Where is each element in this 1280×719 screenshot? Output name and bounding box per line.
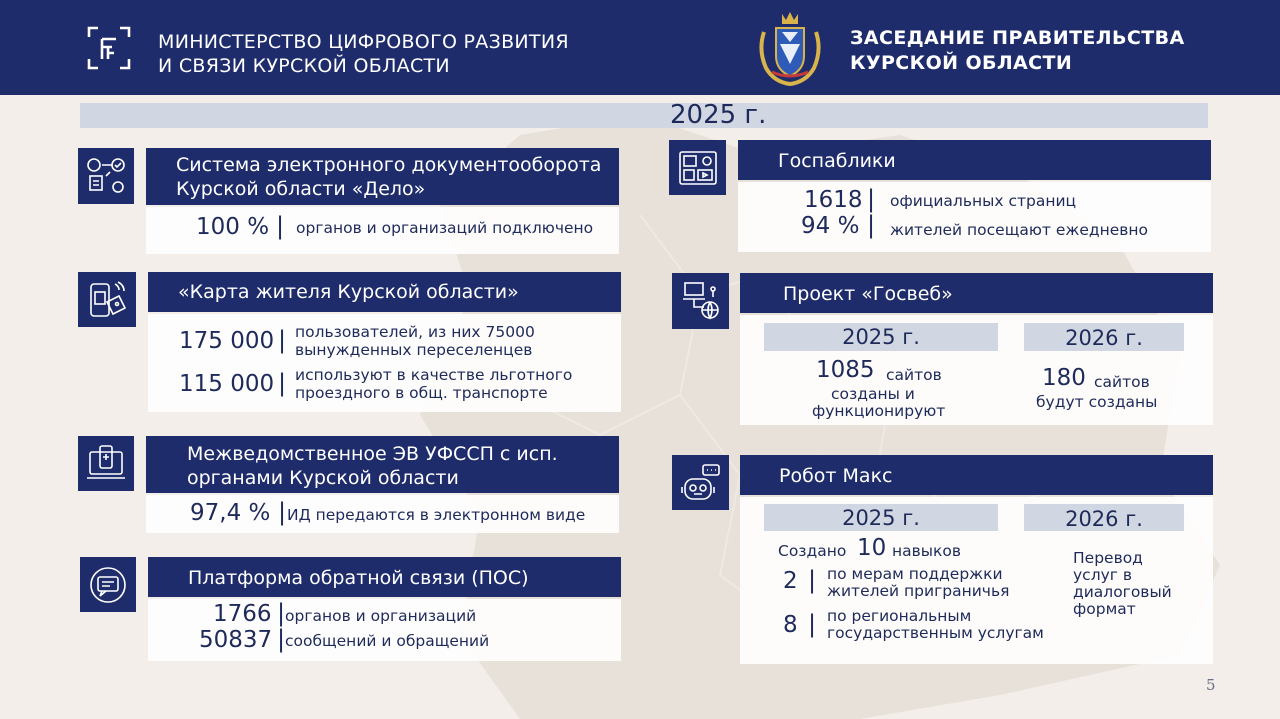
interagency-exchange-icon (78, 436, 134, 491)
robot-created-pre: Создано (778, 542, 847, 560)
karta-row2-text2: проездного в общ. транспорте (295, 384, 548, 402)
delo-title-line-1: Система электронного документооборота (176, 154, 602, 176)
robot-2026-line2: услуг в (1073, 566, 1132, 584)
karta-row2-text1: используют в качестве льготного (295, 366, 573, 384)
robot-title-bar (740, 455, 1213, 495)
robot-2026-line1: Перевод (1073, 549, 1143, 567)
robot-created-post: навыков (892, 542, 961, 560)
gosweb-year-2025: 2025 г. (764, 323, 998, 351)
gosweb-title-bar (740, 273, 1213, 313)
gosweb-2026-word: сайтов (1094, 373, 1150, 391)
delo-title-bar (146, 148, 619, 205)
pos-row1-separator: | (277, 599, 286, 627)
robot-created-value: 10 (857, 535, 887, 561)
document-flow-icon (78, 148, 134, 204)
karta-row1-text2: вынужденных переселенцев (295, 341, 533, 359)
mev-text: ИД передаются в электронном виде (287, 506, 586, 524)
delo-separator: | (276, 212, 285, 240)
mev-title-bar (146, 436, 619, 493)
pos-row2-separator: | (277, 625, 286, 653)
year-banner (80, 100, 1208, 130)
gosweb-2025-line3: функционируют (812, 402, 946, 420)
robot-row2-text1: по региональным (827, 607, 972, 625)
karta-row2-separator: | (278, 369, 287, 397)
gosweb-2025-word: сайтов (886, 366, 942, 384)
gosweb-2025-value: 1085 (816, 357, 875, 383)
karta-title-bar (148, 272, 621, 312)
mev-separator: | (278, 498, 287, 526)
robot-year-2026: 2026 г. (1024, 504, 1184, 531)
gospubliki-title-bar (738, 140, 1211, 180)
karta-row1-separator: | (278, 326, 287, 354)
delo-title-line-2: Курской области «Дело» (176, 178, 426, 200)
robot-row1-value: 2 (783, 568, 798, 594)
gosweb-2025-line2: созданы и (831, 385, 915, 403)
karta-row1-value: 175 000 (179, 328, 275, 354)
gospubliki-card (738, 182, 1211, 252)
robot-row2-separator: | (808, 610, 817, 638)
gospubliki-row1-separator: | (867, 185, 876, 213)
mev-card (146, 495, 619, 533)
robot-row1-text1: по мерам поддержки (827, 565, 1003, 583)
karta-row1-text1: пользователей, из них 75000 (295, 323, 535, 341)
gosweb-2026-line2: будут созданы (1036, 393, 1158, 411)
robot-row1-separator: | (808, 566, 817, 594)
page-number: 5 (1206, 676, 1216, 694)
delo-card (146, 207, 619, 254)
karta-title: «Карта жителя Курской области» (178, 281, 519, 303)
pos-title-bar (148, 557, 621, 597)
gov-title-line-2: КУРСКОЙ ОБЛАСТИ (850, 52, 1073, 74)
karta-card (148, 314, 621, 412)
pos-row1-value: 1766 (213, 601, 272, 627)
ministry-line-2: И СВЯЗИ КУРСКОЙ ОБЛАСТИ (158, 55, 450, 77)
public-pages-icon (669, 140, 726, 195)
mev-value: 97,4 % (190, 500, 271, 526)
mev-title-line-2: органами Курской области (187, 467, 459, 489)
pos-row1-text: органов и организаций (285, 607, 477, 625)
delo-text: органов и организаций подключено (296, 219, 594, 237)
gospubliki-row2-text: жителей посещают ежедневно (890, 221, 1148, 239)
gov-title-line-1: ЗАСЕДАНИЕ ПРАВИТЕЛЬСТВА (850, 27, 1185, 49)
gospubliki-row1-text: официальных страниц (890, 192, 1077, 210)
robot-row2-text2: государственным услугам (827, 624, 1044, 642)
robot-title: Робот Макс (779, 465, 893, 487)
government-title (850, 26, 1185, 76)
gospubliki-row1-value: 1618 (804, 187, 863, 213)
pos-card (148, 599, 621, 661)
pos-row2-value: 50837 (199, 627, 273, 653)
gospubliki-title: Госпаблики (778, 150, 896, 172)
resident-card-icon (78, 272, 136, 327)
robot-row1-text2: жителей приграничья (827, 582, 1010, 600)
gosweb-icon (672, 273, 729, 329)
year-label: 2025 г. (670, 100, 767, 130)
ministry-line-1: МИНИСТЕРСТВО ЦИФРОВОГО РАЗВИТИЯ (158, 31, 569, 53)
gospubliki-row2-separator: | (867, 211, 876, 239)
robot-row2-value: 8 (783, 612, 798, 638)
coat-of-arms-icon (754, 10, 826, 86)
robot-2026-line3: диалоговый (1073, 583, 1172, 601)
karta-row2-value: 115 000 (179, 371, 275, 397)
ministry-name (158, 30, 569, 78)
ministry-logo-icon (86, 25, 132, 71)
gosweb-title: Проект «Госвеб» (783, 283, 953, 305)
gosweb-year-2026: 2026 г. (1024, 323, 1184, 351)
mev-title-line-1: Межведомственное ЭВ УФССП с исп. (187, 443, 558, 465)
delo-value: 100 % (196, 214, 270, 240)
feedback-platform-icon (80, 557, 136, 612)
robot-icon (672, 455, 729, 510)
pos-title: Платформа обратной связи (ПОС) (188, 567, 529, 589)
robot-2026-line4: формат (1073, 600, 1136, 618)
gosweb-2026-value: 180 (1042, 365, 1086, 391)
robot-year-2025: 2025 г. (764, 504, 998, 531)
gospubliki-row2-value: 94 % (801, 213, 860, 239)
header-bar (0, 0, 1280, 95)
pos-row2-text: сообщений и обращений (285, 632, 490, 650)
